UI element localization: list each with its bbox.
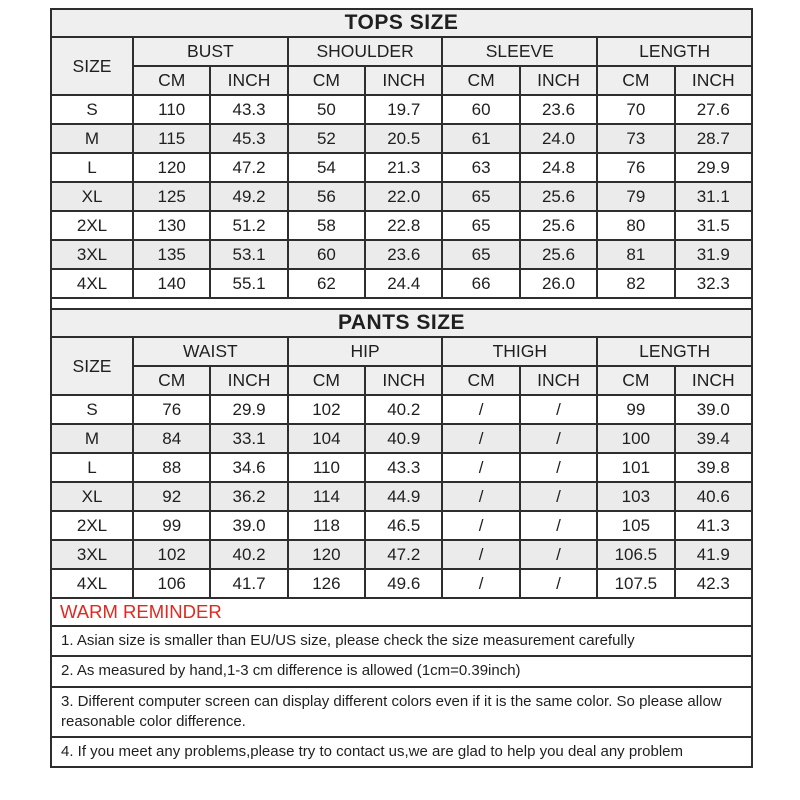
value-cell: 60 <box>288 240 365 269</box>
value-cell: 76 <box>597 153 674 182</box>
value-cell: 36.2 <box>210 482 287 511</box>
size-cell: L <box>51 153 133 182</box>
pants-title-row <box>51 309 752 337</box>
value-cell: 39.0 <box>210 511 287 540</box>
value-cell: 104 <box>288 424 365 453</box>
value-cell: 50 <box>288 95 365 124</box>
value-cell: 63 <box>442 153 519 182</box>
value-cell: 80 <box>597 211 674 240</box>
size-cell: XL <box>51 482 133 511</box>
value-cell: 28.7 <box>675 124 752 153</box>
unit-header-cm: CM <box>442 66 519 95</box>
table-row <box>51 269 752 298</box>
warm-reminder-title-row <box>51 598 752 626</box>
value-cell: 61 <box>442 124 519 153</box>
value-cell: / <box>442 424 519 453</box>
unit-header-inch: INCH <box>210 366 287 395</box>
value-cell: 31.9 <box>675 240 752 269</box>
table-row <box>51 240 752 269</box>
value-cell: 120 <box>288 540 365 569</box>
tops-header <box>51 9 752 95</box>
value-cell: 107.5 <box>597 569 674 598</box>
unit-header-inch: INCH <box>675 366 752 395</box>
value-cell: 56 <box>288 182 365 211</box>
value-cell: 32.3 <box>675 269 752 298</box>
value-cell: 102 <box>288 395 365 424</box>
value-cell: 73 <box>597 124 674 153</box>
pants-header <box>51 309 752 395</box>
value-cell: 24.0 <box>520 124 597 153</box>
tops-unit-header-row <box>51 66 752 95</box>
value-cell: 65 <box>442 211 519 240</box>
value-cell: 125 <box>133 182 210 211</box>
tops-data-rows <box>51 95 752 298</box>
table-row <box>51 511 752 540</box>
value-cell: 47.2 <box>365 540 442 569</box>
value-cell: / <box>520 395 597 424</box>
value-cell: 81 <box>597 240 674 269</box>
value-cell: 44.9 <box>365 482 442 511</box>
value-cell: 40.6 <box>675 482 752 511</box>
column-header-sleeve: SLEEVE <box>442 37 597 66</box>
value-cell: 54 <box>288 153 365 182</box>
size-cell: 4XL <box>51 569 133 598</box>
value-cell: / <box>442 511 519 540</box>
value-cell: 65 <box>442 240 519 269</box>
table-row <box>51 95 752 124</box>
size-cell: 2XL <box>51 511 133 540</box>
value-cell: 39.4 <box>675 424 752 453</box>
value-cell: 102 <box>133 540 210 569</box>
table-row <box>51 124 752 153</box>
tops-group-header-row <box>51 37 752 66</box>
value-cell: 21.3 <box>365 153 442 182</box>
value-cell: 52 <box>288 124 365 153</box>
value-cell: 41.3 <box>675 511 752 540</box>
spacer-cell <box>51 298 752 309</box>
size-cell: S <box>51 95 133 124</box>
unit-header-inch: INCH <box>365 66 442 95</box>
spacer-row <box>51 298 752 309</box>
value-cell: 110 <box>133 95 210 124</box>
unit-header-inch: INCH <box>520 366 597 395</box>
value-cell: 47.2 <box>210 153 287 182</box>
value-cell: 106 <box>133 569 210 598</box>
value-cell: 66 <box>442 269 519 298</box>
value-cell: 29.9 <box>210 395 287 424</box>
value-cell: 40.2 <box>210 540 287 569</box>
table-row <box>51 540 752 569</box>
value-cell: / <box>520 540 597 569</box>
size-cell: 3XL <box>51 240 133 269</box>
warm-reminder-title: WARM REMINDER <box>51 598 752 626</box>
table-row <box>51 153 752 182</box>
column-header-thigh: THIGH <box>442 337 597 366</box>
column-header-length: LENGTH <box>597 337 752 366</box>
value-cell: 62 <box>288 269 365 298</box>
reminder-note: 2. As measured by hand,1-3 cm difference is allowed (1cm=0.39inch) <box>51 656 752 686</box>
size-cell: 2XL <box>51 211 133 240</box>
value-cell: 31.1 <box>675 182 752 211</box>
value-cell: 41.7 <box>210 569 287 598</box>
value-cell: 135 <box>133 240 210 269</box>
unit-header-inch: INCH <box>365 366 442 395</box>
value-cell: 130 <box>133 211 210 240</box>
reminder-note: 4. If you meet any problems,please try to contact us,we are glad to help you deal any problem <box>51 737 752 767</box>
size-chart-table <box>50 8 753 768</box>
unit-header-cm: CM <box>597 66 674 95</box>
value-cell: 58 <box>288 211 365 240</box>
reminder-note-row <box>51 626 752 656</box>
value-cell: 79 <box>597 182 674 211</box>
value-cell: 53.1 <box>210 240 287 269</box>
value-cell: 70 <box>597 95 674 124</box>
value-cell: 22.8 <box>365 211 442 240</box>
value-cell: 29.9 <box>675 153 752 182</box>
size-cell: XL <box>51 182 133 211</box>
value-cell: 39.8 <box>675 453 752 482</box>
size-cell: M <box>51 124 133 153</box>
value-cell: 51.2 <box>210 211 287 240</box>
value-cell: 40.9 <box>365 424 442 453</box>
value-cell: 25.6 <box>520 211 597 240</box>
value-cell: 25.6 <box>520 240 597 269</box>
unit-header-inch: INCH <box>675 66 752 95</box>
size-chart <box>50 8 753 768</box>
value-cell: 99 <box>133 511 210 540</box>
value-cell: 19.7 <box>365 95 442 124</box>
value-cell: 88 <box>133 453 210 482</box>
value-cell: 40.2 <box>365 395 442 424</box>
value-cell: 76 <box>133 395 210 424</box>
value-cell: 24.4 <box>365 269 442 298</box>
size-cell: 4XL <box>51 269 133 298</box>
size-column-header: SIZE <box>51 37 133 95</box>
value-cell: 24.8 <box>520 153 597 182</box>
table-row <box>51 453 752 482</box>
value-cell: / <box>520 424 597 453</box>
value-cell: 42.3 <box>675 569 752 598</box>
unit-header-inch: INCH <box>520 66 597 95</box>
unit-header-cm: CM <box>288 366 365 395</box>
value-cell: 27.6 <box>675 95 752 124</box>
pants-group-header-row <box>51 337 752 366</box>
size-column-header: SIZE <box>51 337 133 395</box>
value-cell: 49.6 <box>365 569 442 598</box>
value-cell: 26.0 <box>520 269 597 298</box>
value-cell: / <box>520 482 597 511</box>
unit-header-inch: INCH <box>210 66 287 95</box>
value-cell: 82 <box>597 269 674 298</box>
unit-header-cm: CM <box>133 66 210 95</box>
value-cell: / <box>442 482 519 511</box>
reminder-note: 3. Different computer screen can display different colors even if it is the same color. So please allow reasonable color difference. <box>51 687 752 738</box>
value-cell: 55.1 <box>210 269 287 298</box>
reminder-notes <box>51 626 752 767</box>
value-cell: 45.3 <box>210 124 287 153</box>
pants-unit-header-row <box>51 366 752 395</box>
column-header-shoulder: SHOULDER <box>288 37 443 66</box>
value-cell: / <box>442 453 519 482</box>
unit-header-cm: CM <box>442 366 519 395</box>
pants-data-rows <box>51 395 752 598</box>
value-cell: 120 <box>133 153 210 182</box>
column-header-bust: BUST <box>133 37 288 66</box>
value-cell: / <box>520 511 597 540</box>
value-cell: 118 <box>288 511 365 540</box>
column-header-length: LENGTH <box>597 37 752 66</box>
column-header-waist: WAIST <box>133 337 288 366</box>
size-cell: L <box>51 453 133 482</box>
value-cell: / <box>520 569 597 598</box>
table-row <box>51 569 752 598</box>
value-cell: 126 <box>288 569 365 598</box>
table-row <box>51 482 752 511</box>
value-cell: 41.9 <box>675 540 752 569</box>
value-cell: 105 <box>597 511 674 540</box>
value-cell: 25.6 <box>520 182 597 211</box>
value-cell: 49.2 <box>210 182 287 211</box>
value-cell: 101 <box>597 453 674 482</box>
tops-title-row <box>51 9 752 37</box>
value-cell: 106.5 <box>597 540 674 569</box>
value-cell: / <box>442 540 519 569</box>
value-cell: / <box>520 453 597 482</box>
table-row <box>51 182 752 211</box>
value-cell: 65 <box>442 182 519 211</box>
value-cell: 33.1 <box>210 424 287 453</box>
value-cell: 39.0 <box>675 395 752 424</box>
reminder-note-row <box>51 656 752 686</box>
size-cell: M <box>51 424 133 453</box>
table-row <box>51 395 752 424</box>
value-cell: 43.3 <box>210 95 287 124</box>
table-gap <box>51 298 752 309</box>
reminder-note: 1. Asian size is smaller than EU/US size, please check the size measurement carefully <box>51 626 752 656</box>
unit-header-cm: CM <box>597 366 674 395</box>
value-cell: 31.5 <box>675 211 752 240</box>
pants-title: PANTS SIZE <box>51 309 752 337</box>
value-cell: 60 <box>442 95 519 124</box>
warm-reminder-section <box>51 598 752 626</box>
value-cell: 114 <box>288 482 365 511</box>
value-cell: 43.3 <box>365 453 442 482</box>
unit-header-cm: CM <box>288 66 365 95</box>
value-cell: 20.5 <box>365 124 442 153</box>
size-cell: 3XL <box>51 540 133 569</box>
value-cell: / <box>442 569 519 598</box>
value-cell: 110 <box>288 453 365 482</box>
table-row <box>51 211 752 240</box>
reminder-note-row <box>51 687 752 738</box>
value-cell: 99 <box>597 395 674 424</box>
column-header-hip: HIP <box>288 337 443 366</box>
value-cell: 46.5 <box>365 511 442 540</box>
value-cell: 100 <box>597 424 674 453</box>
value-cell: 115 <box>133 124 210 153</box>
value-cell: 23.6 <box>520 95 597 124</box>
value-cell: 140 <box>133 269 210 298</box>
value-cell: 23.6 <box>365 240 442 269</box>
table-row <box>51 424 752 453</box>
size-cell: S <box>51 395 133 424</box>
unit-header-cm: CM <box>133 366 210 395</box>
value-cell: 92 <box>133 482 210 511</box>
value-cell: / <box>442 395 519 424</box>
reminder-note-row <box>51 737 752 767</box>
value-cell: 84 <box>133 424 210 453</box>
value-cell: 22.0 <box>365 182 442 211</box>
value-cell: 103 <box>597 482 674 511</box>
value-cell: 34.6 <box>210 453 287 482</box>
tops-title: TOPS SIZE <box>51 9 752 37</box>
